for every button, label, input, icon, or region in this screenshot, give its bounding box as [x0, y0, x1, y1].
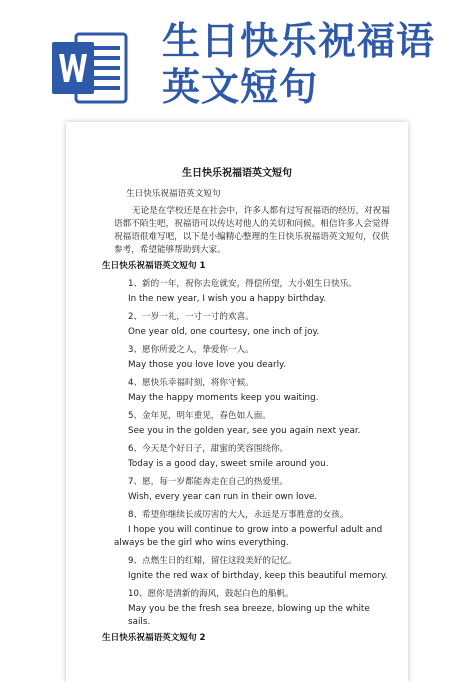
word-document-icon: [50, 28, 130, 108]
wish-en: See you in the golden year, see you again next year.: [128, 426, 361, 436]
wish-en: Wish, every year can run in their own love.: [128, 492, 318, 502]
section-heading-2: 生日快乐祝福语英文短句 2: [102, 633, 206, 643]
wish-zh: 8、希望你继续长成厉害的大人，永远是万事胜意的女孩。: [128, 510, 349, 520]
wish-en: I hope you will continue to grow into a powerful adult and always be the girl who wins everything.: [114, 525, 383, 548]
wish-zh: 4、愿快乐幸福时刻，将你守候。: [128, 378, 254, 388]
wish-en: May the happy moments keep you waiting.: [128, 393, 319, 403]
wish-zh: 10、愿你是清新的海风，鼓起白色的船帆。: [128, 589, 294, 599]
wish-en: Ignite the red wax of birthday, keep this beautiful memory.: [128, 571, 388, 581]
header-banner: [0, 0, 474, 118]
wish-zh: 2、一岁一礼，一寸一寸的欢喜。: [128, 312, 254, 322]
wish-zh: 5、金年见，明年重见，春色如人面。: [128, 411, 271, 421]
intro-paragraph: 无论是在学校还是在社会中，许多人都有过写祝福语的经历，对祝福语都不陌生吧，祝福语可以传达对他人的关切和问候。相信许多人会觉得祝福语很难写吧，以下是小编精心整理的生日快乐祝福语英文短句，仅供参考，希望能够帮助到大家。: [114, 206, 390, 255]
wish-en: In the new year, I wish you a happy birthday.: [128, 294, 327, 304]
wish-en: May those you love love you dearly.: [128, 360, 286, 370]
wish-zh: 1、新的一年，祝你去危就安，得偿所望，大小姐生日快乐。: [128, 279, 357, 289]
banner-title: 生日快乐祝福语英文短句: [162, 19, 436, 109]
wish-zh: 6、今天是个好日子，甜蜜的笑容围绕你。: [128, 444, 289, 454]
document-page: [66, 122, 408, 682]
wish-zh: 3、愿你所爱之人，挚爱你一人。: [128, 345, 254, 355]
section-heading-1: 生日快乐祝福语英文短句 1: [102, 261, 206, 271]
wish-zh: 9、点燃生日的红蜡，留住这段美好的记忆。: [128, 556, 297, 566]
document-body: [102, 186, 394, 645]
wish-zh: 7、愿，每一岁都能奔走在自己的热爱里。: [128, 477, 289, 487]
wish-en: Today is a good day, sweet smile around you.: [128, 459, 329, 469]
document-subtitle: 生日快乐祝福语英文短句: [126, 189, 221, 199]
wish-en: One year old, one courtesy, one inch of joy.: [128, 327, 320, 337]
document-title: 生日快乐祝福语英文短句: [182, 168, 292, 179]
wish-en: May you be the fresh sea breeze, blowing up the white sails.: [128, 604, 370, 627]
